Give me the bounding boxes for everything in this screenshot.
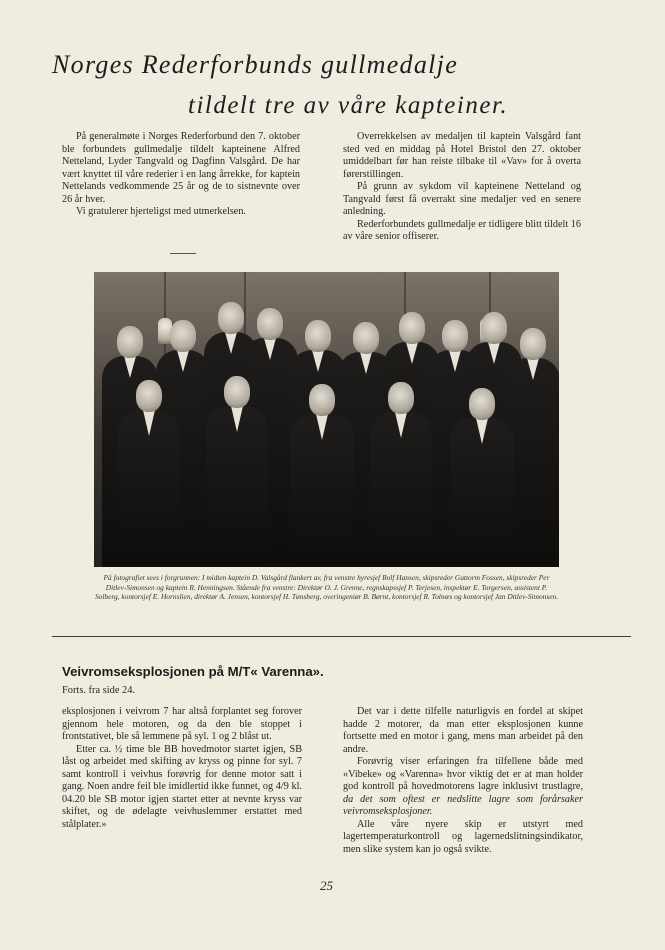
article1-paragraph: På generalmøte i Norges Rederforbund den 7. oktober ble forbundets gullmedalje tildelt kapteinene Alfred Netteland, Lyder Tangvald og Dagfinn Valsgård. De har vært knyttet til våre rederier i en lang årrekke, for kaptein Nettelands vedkommende 25 år og de to sistnevnte over 26 år hver.: [62, 131, 300, 205]
article1-paragraph: Vi gratulerer hjerteligst med utmerkelsen.: [76, 206, 246, 217]
article2-paragraph: Alle våre nyere skip er utstyrt med lagertemperaturkontroll og lagernedslitningsindikator, men slike system kan jo også svikte.: [343, 818, 583, 855]
article2-paragraph-text: Forøvrig viser erfaringen fra tilfellene både med «Vibeke» og «Varenna» hvor viktig det er at man holder god kontroll på hovedmotorens lagre inklusivt trustlagre,: [343, 756, 583, 792]
article2-right-column: [343, 706, 583, 856]
article2-paragraph: Det var i dette tilfelle naturligvis en fordel at skipet hadde 2 motorer, da man etter eksplosjonen kunne fortsette med en motor i gang, mens man arbeidet på den andre.: [343, 706, 583, 755]
page-number: 25: [320, 878, 333, 893]
group-photo: [94, 272, 559, 567]
article2-left-column: [62, 706, 302, 831]
article2-title: Veivromseksplosjonen på M/T« Varenna».: [62, 664, 324, 679]
article1-right-column: [343, 131, 581, 244]
article1-paragraph: På grunn av sykdom vil kapteinene Netteland og Tangvald først få overrakt sine medaljer ved en senere anledning.: [343, 181, 581, 217]
article1-paragraph: Overrekkelsen av medaljen til kaptein Valsgård fant sted ved en middag på Hotel Bristol den 27. oktober umiddelbart før han reiste tilbake til «Vav» for å overta førerstillingen.: [343, 131, 581, 180]
article1-paragraph: Rederforbundets gullmedalje er tidligere blitt tildelt 16 av våre senior offiserer.: [343, 218, 581, 242]
article1-left-column: [62, 131, 300, 219]
article2-paragraph: Etter ca. ½ time ble BB hovedmotor startet igjen, SB låst og arbeidet med skifting av kryss og pinne for syl. 7 samt kontroll i veivhus forøvrig for denne motor satt i gang. Noen andre feil ble imidlertid ikke funnet, og 4/9 kl. 04.20 ble SB motor igjen startet etter at nevnte kryss var skiftet, og de ødelagte veivhuslemmer erstattet med stålplater.»: [62, 743, 302, 830]
article2-paragraph: eksplosjonen i veivrom 7 har altså forplantet seg forover gjennom hele motoren, og da den ble stoppet i frontstativet, ble så lemmene på syl. 1 og 2 blåst ut.: [62, 706, 302, 742]
article2-emphasis: da det som oftest er nedslitte lagre som forårsaker veivromseksplosjoner.: [343, 793, 583, 817]
photo-caption: På fotografiet sees i forgrunnen: I midten kaptein D. Valsgård flankert av, fra venstre hyresjef Rolf Hansen, skipsreder Guttorm Fossen, skipsreder Per Ditlev-Simonsen og kaptein R. Henningsen. Stående fra venstre: Direktør O. J. Grenne, regnskapssjef P. Terjesen, inspektør E. Torgersen, assistent P. Solberg, kontorsjef E. Hornslien, direktør A. Jensen, kontorsjef H. Tønsberg, overingeniør B. Børnt, kontorsjef R. Tolnæs og kontorsjef Jan Ditlev-Simonsen.: [94, 573, 559, 602]
short-divider: [170, 253, 196, 254]
article2-continuation-note: Forts. fra side 24.: [62, 685, 136, 696]
headline-line-2: tildelt tre av våre kapteiner.: [188, 92, 509, 119]
headline-line-1: Norges Rederforbunds gullmedalje: [52, 50, 459, 79]
section-divider: [52, 636, 631, 637]
article2-paragraph: [343, 756, 583, 819]
